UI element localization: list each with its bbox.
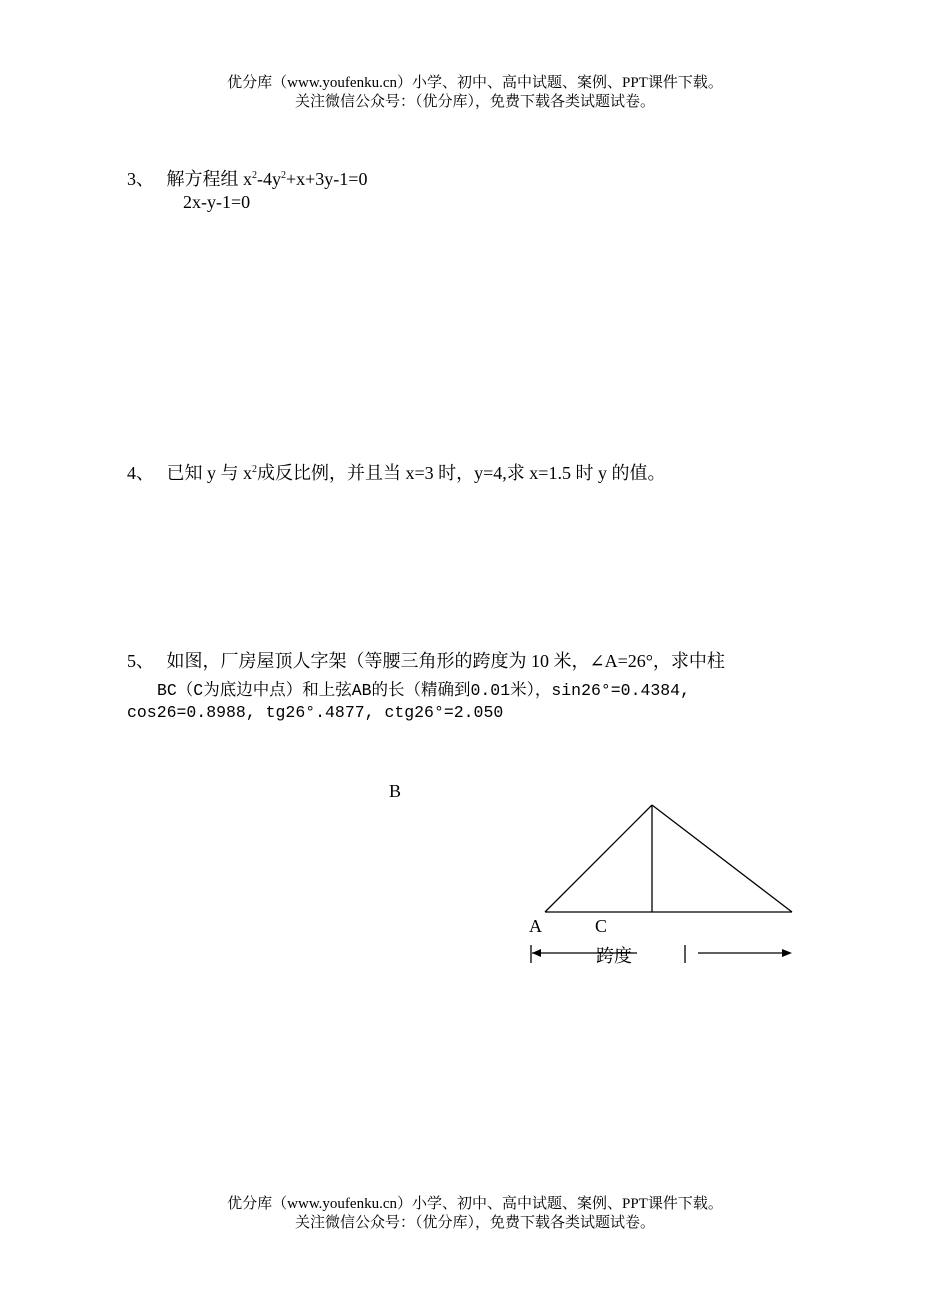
exponent: 2	[281, 170, 286, 181]
question-5-text: 如图，厂房屋顶人字架（等腰三角形的跨度为 10 米，∠A=26°，求中柱	[166, 651, 725, 671]
page-header-line-2: 关注微信公众号：（优分库），免费下载各类试题试卷。	[294, 94, 655, 110]
arrowhead-left-icon	[532, 949, 541, 957]
page-footer-line-2: 关注微信公众号：（优分库），免费下载各类试题试卷。	[294, 1215, 655, 1231]
page-footer-line-1: 优分库（www.youfenku.cn）小学、初中、高中试题、案例、PPT课件下载。	[227, 1196, 723, 1212]
question-number: 4、	[127, 463, 154, 483]
question-5-line-3: cos26=0.8988, tg26°.4877, ctg26°=2.050	[127, 703, 504, 722]
equation-prefix: 解方程组 x	[166, 169, 252, 189]
span-label: 跨度	[596, 946, 632, 966]
page-header-line-1: 优分库（www.youfenku.cn）小学、初中、高中试题、案例、PPT课件下载。	[227, 75, 723, 91]
question-5-line-2: BC（C为底边中点）和上弦AB的长（精确到0.01米），sin26°=0.4384,	[157, 681, 690, 700]
rafter-right	[652, 805, 792, 912]
exponent: 2	[252, 170, 257, 181]
question-number: 5、	[127, 651, 154, 671]
question-number: 3、	[127, 169, 154, 189]
label-c: C	[595, 916, 608, 936]
question-3-line-2: 2x-y-1=0	[183, 192, 251, 212]
label-a: A	[529, 916, 542, 936]
equation-tail: +x+3y-1=0	[286, 169, 368, 189]
exponent: 2	[252, 464, 257, 475]
label-b: B	[389, 781, 402, 801]
question-4-prefix: 已知 y 与 x	[166, 463, 252, 483]
equation-middle: -4y	[257, 169, 281, 189]
question-4-tail: 成反比例，并且当 x=3 时，y=4,求 x=1.5 时 y 的值。	[257, 463, 666, 483]
rafter-ab	[545, 805, 652, 912]
arrowhead-right-icon	[782, 949, 792, 957]
